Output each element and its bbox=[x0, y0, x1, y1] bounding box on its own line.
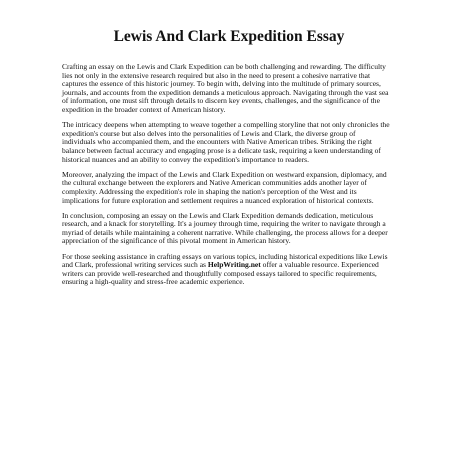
document-title: Lewis And Clark Expedition Essay bbox=[113, 28, 345, 45]
paragraph-assistance-before: For those seeking assistance in crafting essays on various topics, including historical expeditions like Lewis and Clark, professional writing services such as bbox=[62, 251, 388, 270]
paragraph-impact: Moreover, analyzing the impact of the Lewis and Clark Expedition on westward expansion, diplomacy, and the cultural exchange between the explorers and Native American communities adds another layer of complexity. Addressing the expedition's role in shaping the nation's perception of the West and its implications for future exploration and settlement requires a nuanced exploration of historical contexts. bbox=[62, 169, 387, 205]
helpwriting-link[interactable]: HelpWriting.net bbox=[207, 260, 261, 270]
paragraph-assistance-after: offer a valuable resource. Experienced writers can provide well-researched and thoughtfully composed essays tailored to specific requirements, ensuring a high-quality and stress-free academic experience. bbox=[62, 260, 379, 287]
paragraph-assistance bbox=[62, 253, 390, 287]
paragraph-intricacy: The intricacy deepens when attempting to weave together a compelling storyline that not only chronicles the expedition's course but also delves into the personalities of Lewis and Clark, the diverse group of individuals who accompanied them, and the encounters with Native American tribes. Striking the right balance between factual accuracy and engaging prose is a delicate task, requiring a keen understanding of historical nuances and an ability to convey the expedition's importance to readers. bbox=[62, 120, 390, 164]
paragraph-conclusion: In conclusion, composing an essay on the Lewis and Clark Expedition demands dedication, meticulous research, and a knack for storytelling. It's a journey through time, requiring the writer to navigate through a myriad of details while maintaining a coherent narrative. While challenging, the process allows for a deeper appreciation of the significance of this pivotal moment in American history. bbox=[62, 210, 388, 246]
paragraph-intro: Crafting an essay on the Lewis and Clark Expedition can be both challenging and rewarding. The difficulty lies not only in the extensive research required but also in the need to present a cohesive narrative that captures the essence of this historic journey. To begin with, delving into the multitude of primary sources, journals, and accounts from the expedition demands a meticulous approach. Navigating through the vast sea of information, one must sift through details to discern key events, challenges, and the significance of the expedition in the broader context of American history. bbox=[62, 62, 389, 114]
